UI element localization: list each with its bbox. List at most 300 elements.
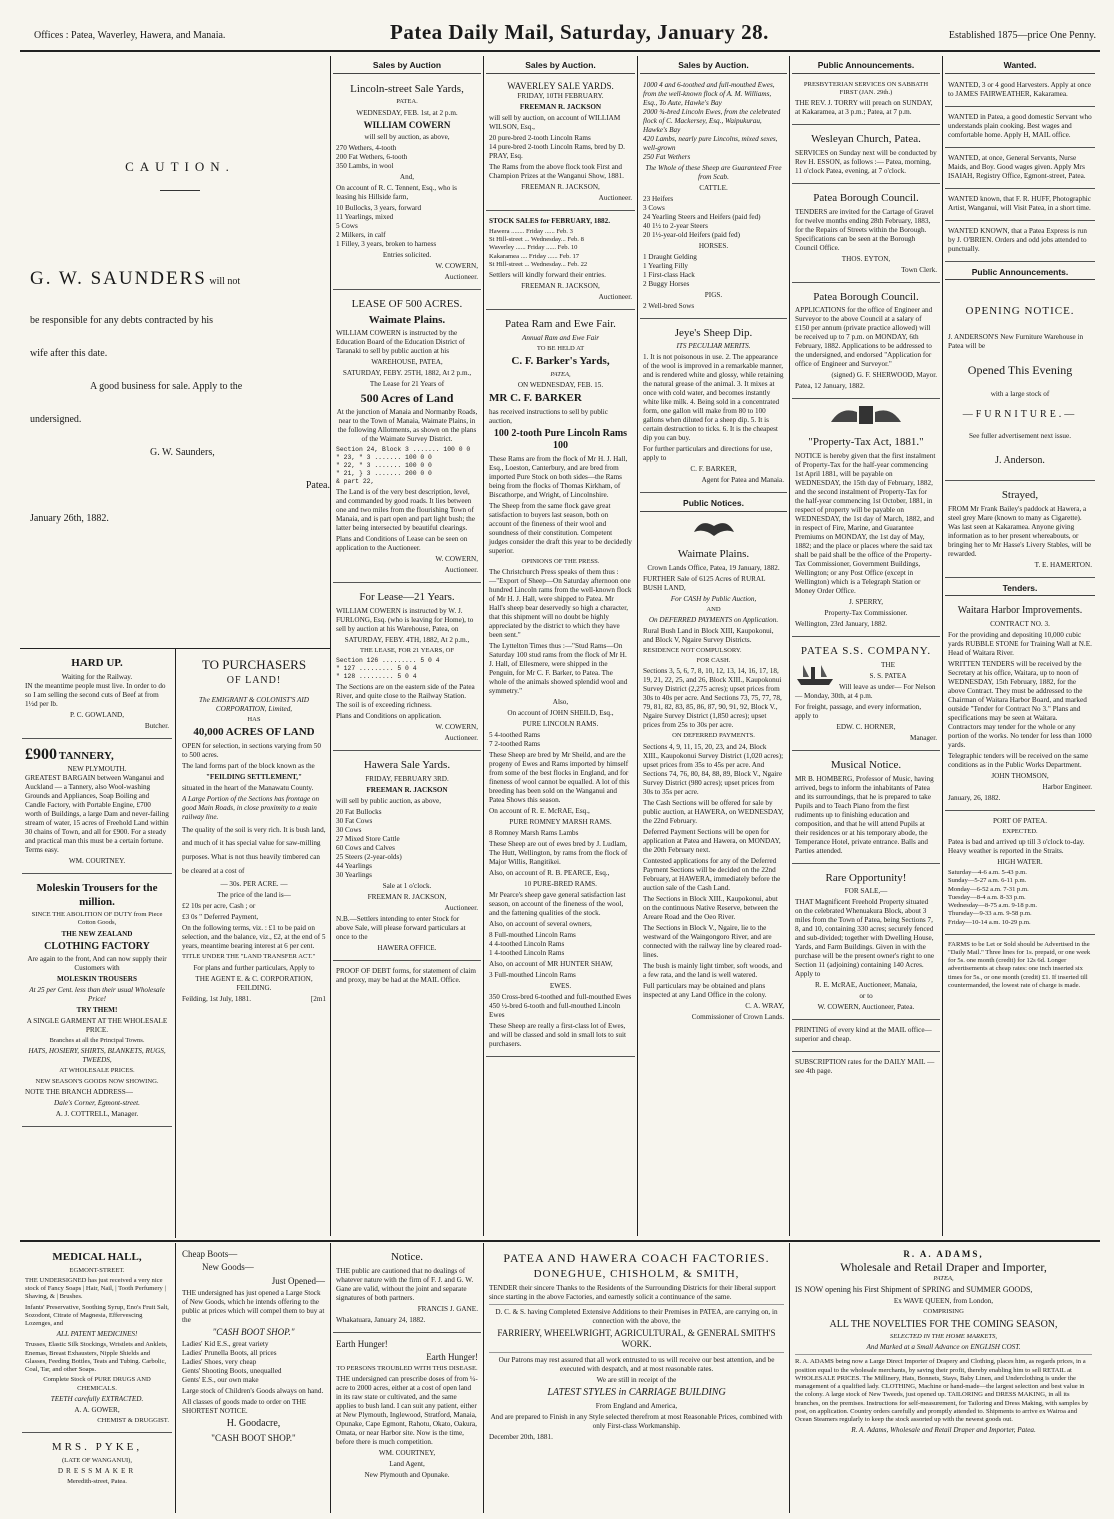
ad-text: These Sheep are out of ewes bred by J. Ludlam, The Hutt, Wellington, by rams from the flock of Major Willis, Rangitikei. bbox=[489, 840, 628, 866]
ad-text: These Sheep are really a first-class lot of Ewes, and will be classed and sold in small lots to suit purchasers. bbox=[489, 1022, 626, 1048]
medical-hall-column bbox=[22, 1246, 172, 1514]
ad-heading: Strayed, bbox=[1001, 489, 1039, 501]
ad-place: PATEA, bbox=[550, 370, 571, 378]
ad-heading: Patea Borough Council. bbox=[813, 191, 919, 204]
wanted-ad bbox=[945, 110, 1095, 148]
ad-text: The land forms part of the block known as the bbox=[182, 761, 315, 770]
ad-text: FARMS to be Let or Sold should be Advertised in the "Daily Mail." Three lines for 1s. prepaid, or one week for 5s. one month (credit) for 12s 6d. Longer advertisements at cheap rates: one inch inserted six times for 5s., or one month (credit) £1. If inserted till countermanded, the lowest rate of charge is made. bbox=[948, 940, 1091, 989]
ad-heading: Cheap Boots— bbox=[182, 1249, 238, 1259]
ad-signature: P. C. GOWLAND, bbox=[69, 710, 125, 719]
ad-signature: W. COWERN, bbox=[435, 555, 478, 564]
lease-500-ad bbox=[333, 293, 481, 584]
column-rule bbox=[789, 56, 790, 1236]
port-of-patea bbox=[945, 814, 1095, 935]
ad-text: From England and America, bbox=[595, 1401, 678, 1410]
ad-text: FOR SALE,— bbox=[844, 887, 888, 896]
ad-role: Land Agent, bbox=[389, 1460, 425, 1469]
ad-text: THE UNDERSIGNED has just received a very nice stock of Fancy Soaps | Hair, Nail, | Tooth Perfumery | Shaving, & | Brushes. bbox=[25, 1276, 166, 1301]
column-rule bbox=[789, 1243, 790, 1513]
ad-text: TO BE HELD AT bbox=[536, 344, 585, 352]
ad-text: The Land is of the very best description, level, and commanded by good roads. It lies between one and two miles from the flourishing Town of Manaia, and is part open and part light bush; the latter being intersected by beautiful clearings. bbox=[336, 488, 475, 533]
ad-text: TEETH carefully EXTRACTED. bbox=[50, 1394, 144, 1403]
gane-notice-ad bbox=[333, 1246, 481, 1333]
caution-line: wife after this date. bbox=[30, 347, 108, 359]
ad-place: PATEA. bbox=[396, 98, 418, 106]
ad-text: Are again to the front, And can now supply their Customers with bbox=[27, 955, 167, 973]
medical-hall-ad bbox=[22, 1246, 172, 1433]
column-header: Public Announcements. bbox=[945, 265, 1095, 281]
steamship-ad bbox=[792, 640, 940, 751]
ad-text: The price of the land is— bbox=[217, 891, 291, 900]
ad-text: We are still in receipt of the bbox=[596, 1376, 677, 1385]
ad-text: The quality of the soil is very rich. It is bush land, and much of it has special value for saw-milling purposes. What is not thus heavily timbered can be cleared at a cost of bbox=[182, 825, 326, 875]
ad-role: Property-Tax Commissioner. bbox=[824, 609, 908, 618]
ad-text: Infants' Preservative, Soothing Syrup, Eno's Fruit Salt, Sozodont, Citrate of Magnesia, Effervescing Lozenges, and bbox=[25, 1303, 169, 1328]
column-header: Sales by Auction bbox=[333, 58, 481, 74]
ad-big-offer: 100 2-tooth Pure Lincoln Rams 100 bbox=[493, 427, 628, 452]
ad-subheading: Waiting for the Railway. bbox=[61, 672, 133, 681]
wesleyan-ad bbox=[792, 128, 940, 184]
ad-subheading: HIGH WATER. bbox=[997, 858, 1043, 867]
caution-signature: G. W. Saunders, bbox=[150, 446, 215, 458]
ad-heading: PORT OF PATEA. bbox=[992, 816, 1048, 825]
ad-text: Also, on account of several owners, bbox=[489, 920, 592, 928]
ad-text: THE undersigned has just opened a Large Stock of New Goods, which he intends offering to the public at prices which will compel them to buy at the bbox=[182, 1288, 325, 1324]
ad-acres: 500 Acres of Land bbox=[360, 391, 454, 406]
ad-text: For the providing and depositing 10,000 cubic yards RUBBLE STONE for Training Wall at N.E. Head of Waitara River. bbox=[948, 630, 1092, 657]
ad-items: 8 Romney Marsh Rams Lambs bbox=[489, 829, 579, 837]
ad-heading: HARD UP. bbox=[71, 657, 123, 669]
ad-text: THE public are cautioned that no dealings of whatever nature with the firm of F. J. and G. W. Gane are valid, without the joint and separate signatures of both partners. bbox=[336, 1266, 474, 1302]
ad-heading: PATEA AND HAWERA COACH FACTORIES. bbox=[503, 1251, 770, 1265]
opening-notice-ad bbox=[945, 284, 1095, 481]
ad-sections: Section 126 ......... 5 0 4 " 127 ......... 5 0 4 " 128 ......... 5 0 4 bbox=[336, 657, 440, 681]
ad-text: WILLIAM COWERN is instructed by the Education Board of the Education District of Taranaki to sell by public auction at his bbox=[336, 329, 465, 356]
ad-text: NOTE THE BRANCH ADDRESS— bbox=[25, 1087, 133, 1096]
ad-date: Patea, 12 January, 1882. bbox=[795, 382, 865, 391]
ad-text: SUBSCRIPTION rates for the DAILY MAIL —see 4th page. bbox=[795, 1058, 935, 1076]
steamship-icon bbox=[795, 661, 835, 687]
ad-text: Also, on account of R. B. PEARCE, Esq., bbox=[489, 869, 610, 877]
ad-product: —FURNITURE.— bbox=[962, 409, 1078, 420]
masthead-rule bbox=[20, 50, 1100, 52]
ad-heading: Notice. bbox=[390, 1251, 424, 1263]
caution-heading: CAUTION. bbox=[125, 159, 235, 174]
ad-text: will sell by auction, as above, bbox=[364, 132, 450, 141]
ad-firm: DONEGHUE, CHISHOLM, & SMITH, bbox=[533, 1268, 740, 1280]
ad-date: WEDNESDAY, FEB. 1st, at 2 p.m. bbox=[356, 108, 458, 117]
ad-text: APPLICATIONS for the office of Engineer and Surveyor to the above Council at a salary of £150 per annum (private practice allowed) will be received up to 7 p.m. on MONDAY, 6th February, 1882. Applications to be addressed to the undersigned, and endorsed "Application for office of Engineer and Surveyor." bbox=[795, 306, 933, 369]
ad-signature: THOS. EYTON, bbox=[841, 254, 891, 263]
high-water-table: Saturday—4-6 a.m. 5-43 p.m. Sunday—5-27 a.m. 6-11 p.m. Monday—6-52 a.m. 7-31 p.m. Tuesday—8-4 a.m. 8-33 p.m. Wednesday—8-75 a.m. 9-18 p.m. Thursday—9-33 a.m. 9-58 p.m. Friday—10-14 a.m. 10-29 p.m. bbox=[948, 869, 1038, 926]
ad-text: TITLE UNDER THE "LAND TRANSFER ACT." bbox=[182, 953, 316, 961]
ad-signature: (signed) G. F. SHERWOOD, Mayor. bbox=[831, 371, 937, 380]
ad-text: OPEN for selection, in sections varying from 50 to 500 acres. bbox=[182, 741, 321, 759]
column-header: Sales by Auction. bbox=[640, 58, 787, 74]
crest-icon bbox=[689, 516, 739, 540]
ad-text: These Rams are from the flock of Mr H. J. Hall, Esq., Loeston, Canterbury, and are bred from imported Pure Stock on both sides—the Rams being from the flocks of Thomas Kirkham, of Biscathorpe, and Wright, of Lincolnshire. bbox=[489, 454, 628, 499]
column-header: Sales by Auction. bbox=[486, 58, 635, 74]
ad-signature: C. F. BARKER, bbox=[690, 465, 737, 474]
ad-heading: R. A. ADAMS, bbox=[903, 1249, 984, 1259]
ad-text: Rural Bush Land in Block XIII, Kaupokonui, and Block V, Ngaire Survey Districts. bbox=[643, 626, 774, 644]
column-rule bbox=[330, 56, 331, 1236]
ad-signature: FRANCIS J. GANE. bbox=[417, 1304, 478, 1313]
ad-text: For further particulars and directions for use, apply to bbox=[643, 445, 773, 463]
ad-date: FRIDAY, 10TH FEBRUARY. bbox=[517, 91, 604, 100]
ad-heading: LEASE OF 500 ACRES. bbox=[351, 297, 463, 310]
ad-text: WAREHOUSE, PATEA, bbox=[371, 358, 443, 367]
ad-subheading: HORSES. bbox=[698, 241, 729, 250]
ad-date: SATURDAY, FEBY. 4TH, 1882, At 2 p.m., bbox=[344, 636, 470, 645]
column-header: Tenders. bbox=[945, 581, 1095, 597]
ad-text: Deferred Payment Sections will be open for application at Patea and Hawera, on MONDAY, the 20th February next. bbox=[643, 827, 781, 854]
ad-text: OPINIONS OF THE PRESS. bbox=[521, 557, 600, 565]
ad-text: IS NOW opening his First Shipment of SPRING and SUMMER GOODS, bbox=[795, 1285, 1033, 1295]
caution-notice bbox=[30, 60, 330, 640]
ad-items: 23 Heifers 3 Cows 24 Yearling Steers and Heifers (paid fed) 40 1½ to 2-year Steers 20 1½-year-old Heifers (paid fed) bbox=[643, 194, 761, 239]
ad-address: Dale's Corner, Egmont-street. bbox=[54, 1098, 140, 1107]
ad-signature: C. A. WRAY, bbox=[745, 1001, 784, 1010]
ad-text: Trusses, Elastic Silk Stockings, Wristlets and Anklets, Enemas, Breast Exhausters, Nipple Shields and Glasses, Feeding Bottles, Teats and Tubing. Carbolic, Coal, Tar, and other Soaps. bbox=[25, 1341, 168, 1374]
ad-text: THE REV. J. TORRY will preach on SUNDAY, at Kakaramea, at 3 p.m.; Patea, at 7 p.m. bbox=[795, 99, 933, 117]
ad-heading: For Lease—21 Years. bbox=[359, 591, 455, 604]
boots-column bbox=[179, 1246, 328, 1514]
stock-list-ad bbox=[640, 78, 787, 319]
ad-text: A Large Portion of the Sections has frontage on good Main Roads, in close proximity to a main railway line. bbox=[182, 794, 320, 821]
ad-signature: FREEMAN R. JACKSON, bbox=[521, 182, 600, 191]
ad-date: Feilding, 1st July, 1881. bbox=[182, 994, 252, 1003]
ad-text: THE bbox=[881, 660, 895, 669]
ad-items: 270 Wethers, 4-tooth 200 Fat Wethers, 6-tooth 350 Lambs, in wool bbox=[336, 143, 408, 170]
ad-items: 1000 4 and 6-toothed and full-mouthed Ewes, from the well-known flock of A. M. Williams, Esq., To Aute, Hawke's Bay 2000 ¾-bred Lincoln Ewes, from the celebrated flock of C. Mackersey, Esq., Waipukurau, Hawke's Bay 420 Lambs, nearly pure Lincolns, mixed sexes, well-grown 250 Fat Wethers bbox=[643, 80, 781, 161]
ad-text: At the junction of Manaia and Normanby Roads, near to the Town of Manaia, Waimate Plains, in the following Allotments, as shown on the plans of the Waimate Survey District. bbox=[336, 408, 478, 444]
ad-items: 8 Full-mouthed Lincoln Rams 4 4-toothed Lincoln Rams 1 4-toothed Lincoln Rams bbox=[489, 931, 576, 957]
ad-date: Whakatuara, January 24, 1882. bbox=[336, 1315, 426, 1324]
earth-hunger-ad bbox=[333, 1336, 481, 1488]
ad-text: will sell by public auction, as above, bbox=[336, 797, 441, 806]
ad-text: These Sheep are bred by Mr Sheild, and are the progeny of Ewes and Rams imported by himself from some of the best flocks in England, and for fineness of wool cannot be equalled. A lot of this breeding has been sold on the Wanganui and Patea Shows this season. bbox=[489, 751, 630, 804]
column-rule bbox=[942, 56, 943, 1236]
ad-heading: MRS. PYKE, bbox=[51, 1441, 143, 1454]
ad-product: MOLESKIN TROUSERS bbox=[57, 975, 137, 984]
ad-text: (LATE OF WANGANUI), bbox=[61, 1456, 133, 1464]
ad-heading: Patea Ram and Ewe Fair. bbox=[505, 318, 616, 331]
ad-heading: Jeye's Sheep Dip. bbox=[674, 326, 753, 339]
ad-yards: C. F. Barker's Yards, bbox=[511, 355, 610, 368]
ad-text: And Marked at a Small Advance on ENGLISH COST. bbox=[866, 1343, 1021, 1352]
auction-column-3 bbox=[640, 58, 787, 1238]
ad-role: Agent for Patea and Manaia. bbox=[701, 476, 784, 485]
ad-heading: Moleskin Trousers for the million. bbox=[36, 881, 158, 908]
ad-text: ALL PATENT MEDICINES! bbox=[56, 1330, 138, 1339]
ad-auctioneer: FREEMAN R. JACKSON bbox=[366, 786, 448, 795]
ram-ewe-fair-ad bbox=[486, 313, 635, 1057]
ad-text: THE undersigned can prescribe doses of from ¼-acre to 2000 acres, either at a cost of open land in its raw state or cultivated, and the same applies to bush land. I can suit any patient, either at New Plymouth, Inglewood, Stratford, Manaia, Opunake, Cape Egmont, Rahotu, Okato, Oakura, Omata, or near Harbor site. Now is the time, before there is much competition. bbox=[336, 1375, 478, 1447]
wanted-ad bbox=[945, 192, 1095, 221]
ad-heading: Lincoln-street Sale Yards, bbox=[350, 82, 464, 95]
ad-text: Ex WAVE QUEEN, from London, bbox=[893, 1297, 994, 1306]
ad-text: Crown Lands Office, Patea, 19 January, 1882. bbox=[647, 563, 780, 572]
strayed-ad bbox=[945, 484, 1095, 578]
wanted-ad bbox=[945, 224, 1095, 262]
ad-items: 350 Cross-bred 6-toothed and full-mouthed Ewes 450 ½-bred 6-tooth and full-mouthed Lincoln Ewes bbox=[489, 993, 632, 1019]
ad-date: January, 26, 1882. bbox=[948, 793, 1001, 802]
ad-subheading: OF LAND! bbox=[226, 675, 282, 687]
ad-text: The Sections in Block V., Ngaire, lie to the westward of the Waingongoro River, and are connected with the railway line by cleared road-lines. bbox=[643, 923, 782, 959]
for-lease-ad bbox=[333, 586, 481, 751]
ad-text: SERVICES on Sunday next will be conducted by Rev H. ESSON, as follows :— Patea, morning, 11 o'clock Patea, evening, at 7 o'clock. bbox=[795, 148, 937, 175]
ad-acres: 40,000 ACRES OF LAND bbox=[193, 725, 315, 738]
ad-subheading: ITS PECULIAR MERITS. bbox=[676, 342, 751, 351]
dressmaker-ad bbox=[22, 1436, 172, 1493]
ad-text: The Sections in Block XIII., Kaupokonui, abut on the continuous Native Reserve, between the Areare Road and the Oeo River. bbox=[643, 894, 779, 921]
ad-heading: Patea Borough Council. bbox=[813, 290, 919, 303]
ad-signature: FREEMAN R. JACKSON, bbox=[521, 282, 600, 291]
ad-text: J. ANDERSON'S New Furniture Warehouse in Patea will be bbox=[948, 333, 1084, 350]
ad-text: Large stock of Children's Goods always on hand. bbox=[182, 1387, 324, 1395]
ad-text: has received instructions to sell by public auction, bbox=[489, 407, 608, 425]
ad-items: 5 4-toothed Rams 7 2-toothed Rams bbox=[489, 731, 541, 748]
ad-text: The Lyttelton Times thus :—"Stud Rams—On Saturday 100 stud rams from the flock of Mr H. J. Hall, of Ellesmere, were shipped in the Penguin, for Mr C. F. Barker, to Patea. The whole of the animals showed splendid wool and symmetry." bbox=[489, 642, 628, 695]
ad-signature: T. E. HAMERTON. bbox=[1034, 560, 1092, 569]
ad-text: A SINGLE GARMENT AT THE WHOLESALE PRICE. bbox=[26, 1017, 168, 1035]
ad-date: Wellington, 23rd January, 1882. bbox=[795, 620, 887, 629]
masthead-established: Established 1875—price One Penny. bbox=[948, 30, 1096, 41]
ad-text: FOR CASH. bbox=[696, 657, 731, 665]
waimate-plains-ad bbox=[640, 543, 787, 1029]
ad-text: For plans and further particulars, Apply to bbox=[193, 963, 315, 972]
ad-signature: W. COWERN, Auctioneer, Patea. bbox=[817, 1003, 915, 1012]
ad-text: PRINTING of every kind at the MAIL office—superior and cheap. bbox=[795, 1026, 932, 1044]
subscription-ad bbox=[792, 1055, 940, 1083]
ad-subheading: EGMONT-STREET. bbox=[69, 1266, 125, 1274]
ad-heading: Waitara Harbor Improvements. bbox=[957, 605, 1083, 617]
column-rule bbox=[637, 56, 638, 1236]
ad-role: Auctioneer. bbox=[444, 734, 478, 743]
ad-role: Auctioneer. bbox=[444, 566, 478, 575]
ad-text: WANTED, at once, General Servants, Nurse Maids, and Boy. Good wages given. Apply Mrs ISAIAH, Registry Office, Egmont-street, Patea. bbox=[948, 153, 1086, 180]
ad-signature: A. J. COTTRELL, Manager. bbox=[55, 1109, 139, 1118]
ad-text: ON DEFERRED PAYMENTS. bbox=[672, 732, 755, 740]
ad-text: PURE ROMNEY MARSH RAMS. bbox=[509, 818, 612, 826]
adams-draper-column bbox=[792, 1246, 1095, 1514]
ad-subheading: Annual Ram and Ewe Fair bbox=[521, 333, 600, 342]
ad-text: On DEFERRED PAYMENTS on Application. bbox=[648, 615, 779, 624]
wanted-column bbox=[945, 58, 1095, 1238]
cash-boot-shop-ad bbox=[179, 1246, 328, 1451]
ad-text: D. C. & S. having Completed Extensive Additions to their Premises in PATEA, are carrying on, in connection with the above, the bbox=[489, 1304, 784, 1326]
ad-text: Sale at 1 o'clock. bbox=[382, 882, 432, 891]
ad-text: THAT Magnificent Freehold Property situated on the celebrated Whenuakura Block, about 3 miles from the Town of Patea, being Sections 7, 8, and 10, containing 330 acres; securely fenced and sub-divided; together with Dwelling House, Yards, and Farm Buildings. Given in with the purchase will be the present owner's right to one Section 11 (adjoining) containing 140 Acres. Apply to bbox=[795, 898, 935, 979]
ad-text: At 25 per Cent. less than their usual Wholesale Price! bbox=[29, 986, 165, 1004]
ad-text: Plans and Conditions of Lease can be seen on application to the Auctioneer. bbox=[336, 535, 468, 553]
ad-items: 20 Fat Bullocks 30 Fat Cows 30 Cows 27 Mixed Store Cattle 60 Cows and Calves 25 Steers (2-year-olds) 44 Yearlings 30 Yearlings bbox=[336, 808, 402, 880]
masthead-offices: Offices : Patea, Waverley, Hawera, and Manaia. bbox=[34, 30, 226, 41]
ad-text: COMPRISING bbox=[923, 1308, 964, 1316]
caution-line: undersigned. bbox=[30, 413, 82, 425]
ad-text: On the following terms, viz. : £1 to be paid on selection, and the balance, viz., £2, at the end of 5 years, meantime bearing interest at 6 per cent. bbox=[182, 924, 326, 951]
ad-signature: J. SPERRY, bbox=[848, 598, 884, 607]
ad-text: Telegraphic tenders will be received on the same conditions as in the Public Works Department. bbox=[948, 751, 1089, 769]
tannery-ad bbox=[22, 742, 172, 874]
ad-subheading: Opened This Evening bbox=[967, 363, 1073, 377]
hard-up-ad bbox=[22, 652, 172, 739]
ad-text: Plans and Conditions on application. bbox=[336, 712, 442, 721]
column-rule bbox=[175, 1243, 176, 1513]
ad-heading: Musical Notice. bbox=[830, 758, 902, 771]
ad-role: Manager. bbox=[910, 733, 937, 742]
caution-name: G. W. SAUNDERS bbox=[30, 267, 207, 289]
ad-items: 20 pure-bred 2-tooth Lincoln Rams 14 pure-bred 2-tooth Lincoln Rams, bred by D. PRAY, Esq. bbox=[489, 133, 625, 160]
ad-callout: TRY THEM! bbox=[76, 1006, 118, 1015]
ad-role: CHEMIST & DRUGGIST. bbox=[97, 1416, 169, 1424]
ad-company: THE NEW ZEALAND bbox=[61, 929, 133, 938]
ad-price: — 30s. PER ACRE. — bbox=[220, 880, 288, 889]
ad-text: The Rams from the above flock took First and Champion Prizes at the Wanganui Show, 1881. bbox=[489, 162, 624, 180]
ad-text: The bush is mainly light timber, soft woods, and a few rata, and the land is well watered. bbox=[643, 961, 783, 979]
ad-schedule: Hawera ........ Friday ...... Feb. 3 St Hill-street ... Wednesday... Feb. 8 Waverley ...... Friday ...... Feb. 10 Kakaramea .... Friday ...... Feb. 17 St Hill-street ... Wednesday... Feb. 22 bbox=[489, 227, 588, 268]
ad-text: And are prepared to Finish in any Style selected therefrom at most Reasonable Prices, combined with only First-class Workmanship. bbox=[490, 1412, 783, 1430]
ad-text: FURTHER Sale of 6125 Acres of RURAL BUSH LAND, bbox=[643, 574, 766, 592]
ad-text: RESIDENCE NOT COMPULSORY. bbox=[643, 646, 742, 654]
ad-subheading: Waimate Plains. bbox=[368, 313, 446, 326]
ad-text: SINCE THE ABOLITION OF DUTY from Piece Cotton Goods, bbox=[31, 911, 163, 927]
ad-text: THE LEASE, FOR 21 YEARS, OF bbox=[359, 647, 455, 655]
ad-text: GREATEST BARGAIN between Wanganui and Auckland — a Tannery, also Wool-washing Grounds and Appliances, Soap Boiling and Candle Factory, with Portable Engine, £700 worth of Buildings, a large Dam and never-failing stream of water, 15 acres of Freehold Land within 30 chains of Town, and all for £900. For a steady and practical man this must be a certain fortune. Terms easy. bbox=[25, 773, 169, 854]
ad-vessel: S. S. PATEA bbox=[869, 671, 907, 680]
ad-text: HAS bbox=[247, 715, 261, 723]
ad-heading: Just Opened— bbox=[271, 1275, 325, 1286]
ad-signature: JOHN THOMSON, bbox=[991, 771, 1049, 780]
ad-text: Patea is bad and arrived up till 3 o'clock to-day. Heavy weather is reported in the Straits. bbox=[948, 838, 1085, 856]
ad-subheading: EXPECTED. bbox=[1002, 827, 1038, 835]
ad-text: IN the meantime people must live. In order to do so I am selling the second cuts of Beef at from 1½d per lb. bbox=[25, 681, 166, 708]
ad-date: FRIDAY, FEBRUARY 3RD. bbox=[365, 775, 449, 784]
ad-code: [2m1 bbox=[310, 994, 326, 1003]
ad-items: HATS, HOSIERY, SHIRTS, BLANKETS, RUGS, TWEEDS, bbox=[28, 1047, 166, 1065]
notices-column bbox=[333, 1246, 481, 1514]
ad-text: The Sections are on the eastern side of the Patea River, and quite close to the Railway Station. The soil is of exceeding richness. bbox=[336, 683, 475, 710]
ad-text: Contested applications for any of the Deferred Payment Sections will be decided on the 22nd February, at HAWERA, immediately before the auction sale of the Cash Land. bbox=[643, 856, 781, 892]
jeyes-dip-ad bbox=[640, 322, 787, 494]
borough-engineer-ad bbox=[792, 286, 940, 400]
ad-text: EWES. bbox=[549, 982, 572, 990]
ad-text: AND bbox=[706, 605, 721, 613]
proof-of-debt-ad bbox=[333, 964, 481, 992]
ad-shop: "CASH BOOT SHOP." bbox=[212, 1326, 295, 1337]
ad-text: The Sheep from the same flock gave great satisfaction to buyers last season, both on account of the fineness of their wool and soundness of their constitution. Competent judges consider the draft this year to be decidedly superior. bbox=[489, 501, 632, 555]
ad-items: 3 Full-mouthed Lincoln Rams bbox=[489, 971, 576, 979]
ad-signature: WM. COURTNEY, bbox=[378, 1449, 436, 1458]
ad-note: The Whole of these Sheep are Guaranteed Free from Scab. bbox=[645, 163, 782, 181]
ad-heading: "Property-Tax Act, 1881." bbox=[808, 436, 924, 449]
ad-text: situated in the heart of the Manawatu County. bbox=[182, 783, 314, 792]
ad-role: Commissioner of Crown Lands. bbox=[691, 1012, 784, 1021]
section-rule bbox=[20, 1240, 1100, 1242]
auction-column-1 bbox=[333, 58, 481, 1238]
wanted-ad bbox=[945, 151, 1095, 189]
ad-text: NOTICE is hereby given that the first instalment of Property-Tax for the half-year commencing 1st April 1881, will be payable on WEDNESDAY, the 15th day of February, 1882, and the second instalment of Property-Tax for the half-year commencing 1st October, 1881, in respect of property will be payable on WEDNESDAY, the 1st day of March, 1882, and in respect of Fire, Marine, and Guarantee Premiums on MONDAY, the 1st day of May, 1882; and the place or places where the said tax shall be paid shall be the office of the Property-Tax Commissioner, Government Buildings, Wellington; or any Post Office (except in Wellington) which is a Telegraph Station or Money Order Office. bbox=[795, 452, 936, 596]
ad-heading: TANNERY, bbox=[58, 749, 114, 762]
hawera-sale-ad bbox=[333, 754, 481, 961]
ad-text: Our Patrons may rest assured that all work entrusted to us will receive our best attention, and be executed with despatch, and at most reasonable rates. bbox=[489, 1352, 784, 1374]
ad-heading: New Goods— bbox=[202, 1262, 254, 1273]
ad-shop: "CASH BOOT SHOP." bbox=[211, 1432, 296, 1443]
ad-auctioneer: FREEMAN R. JACKSON bbox=[519, 102, 602, 111]
ad-signature: J. Anderson. bbox=[995, 454, 1045, 466]
column-header: Wanted. bbox=[945, 58, 1095, 74]
ad-text: WANTED known, that F. R. HUFF, Photographic Artist, Wanganui, will Visit Patea, in a short time. bbox=[948, 194, 1091, 212]
musical-notice-ad bbox=[792, 754, 940, 864]
ad-text: ALL THE NOVELTIES FOR THE COMING SEASON, bbox=[829, 1318, 1058, 1330]
ad-text: with a large stock of bbox=[990, 390, 1050, 398]
ad-text: Entries solicited. bbox=[382, 250, 432, 259]
column-rule bbox=[175, 648, 176, 1238]
ad-text: The Lease for 21 Years of bbox=[369, 380, 445, 389]
ad-signature: EDW. C. HORNER, bbox=[836, 722, 896, 731]
ad-heading: Hawera Sale Yards. bbox=[363, 759, 451, 772]
ad-auctioneer: WILLIAM COWERN bbox=[363, 119, 451, 130]
caution-date: January 26th, 1882. bbox=[30, 512, 109, 524]
ad-text: For freight, passage, and every information, apply to bbox=[795, 702, 922, 720]
ad-heading: Wesleyan Church, Patea. bbox=[811, 133, 921, 146]
ad-text: will sell by auction, on account of WILLIAM WILSON, Esq., bbox=[489, 113, 621, 131]
purchasers-column bbox=[179, 652, 329, 1237]
ad-text: SELECTED IN THE HOME MARKETS, bbox=[889, 1333, 998, 1341]
ad-date: SATURDAY, FEBY. 25TH, 1882, At 2 p.m., bbox=[342, 369, 472, 378]
ad-heading: PRESBYTERIAN SERVICES ON SABBATH FIRST (JAN. 29th.) bbox=[803, 80, 929, 96]
ad-heading: Rare Opportunity! bbox=[825, 871, 907, 884]
column-rule bbox=[330, 1243, 331, 1513]
ad-signature: R. A. Adams, Wholesale and Retail Draper and Importer, Patea. bbox=[851, 1426, 1036, 1435]
caution-place: Patea. bbox=[305, 479, 330, 491]
ad-heading: Waimate Plains. bbox=[677, 548, 750, 560]
caution-line: A good business for sale. Apply to the bbox=[90, 380, 243, 392]
ad-text: PROOF OF DEBT forms, for statement of claim and proxy, may be had at the MAIL Office. bbox=[336, 967, 477, 985]
ad-text: TENDERS are invited for the Cartage of Gravel for twelve months ending 28th February, 1883, for the Repairs of Streets within the Borough. Specifications can be seen at the Borough Council Office. bbox=[795, 207, 934, 252]
ad-signature: A. A. GOWER, bbox=[74, 1405, 120, 1414]
ad-text: R. A. ADAMS being now a Large Direct Importer of Drapery and Clothing, places him, as regards prices, in a position equal to the wholesale merchants, by saving their profit, thereby enabling him to sell RETAIL at WHOLESALE PRICES. The Millinery, Hats, Bonnets, Stays, Baby Linen, and Underclothing is under the management of a qualified lady. CLOTHING, Machine or hand-made—the largest selection and best value in the colony. A large stock of New Tweeds, just opened up. TAILORING and DRESS MAKING, in all its branches, on the premises. Instructions for self-measurement, for Tailoring and Dress Making, with samples by post, on application. Country orders carefully and promptly attended to. Shipments to arrive ex Wairoa and Ocean Steamers regularly to keep the stock assorted up with the newest goods out. bbox=[795, 1354, 1092, 1424]
ad-text: Sections 4, 9, 11, 15, 20, 23, and 24, Block XIII., Kaupokonui Survey District (1,020 acres); upset prices from 35s to 45s per acre. And Sections 74, 76, 80, 84, 88, 89, Block V., Ngaire Survey District (980 acres); upset prices from 30s to 35s per acre. bbox=[643, 742, 784, 796]
ad-text: Mr Pearce's sheep gave general satisfaction last season, on account of the fineness of the wool, and the fattening qualities of the stock. bbox=[489, 891, 626, 917]
ad-text: WANTED KNOWN, that a Patea Express is run by J. O'BRIEN. Orders and odd jobs attended to punctually. bbox=[948, 226, 1087, 253]
ad-text: For CASH by Public Auction, bbox=[670, 594, 757, 603]
coach-factories-column bbox=[486, 1246, 787, 1514]
ad-items: 1 Draught Gelding 1 Yearling Filly 1 First-class Hack 2 Buggy Horses bbox=[643, 252, 697, 288]
ad-text: The Christchurch Press speaks of them thus :—"Export of Sheep—On Saturday afternoon one hundred Lincoln rams from the well-known flock of Mr H. J. Hall, were shipped to Patea. Mr Hall's sheep bear deservedly so high a character, that this shipment will no doubt be highly appreciated by the district to which they have been sent." bbox=[489, 568, 632, 639]
ad-company: CLOTHING FACTORY bbox=[44, 940, 150, 952]
ad-text: WRITTEN TENDERS will be received by the Secretary at his office, Waitara, up to noon of WEDNESDAY, 15th February, 1882, for the above Contract. They must be addressed to the Chairman of Waitara Harbor Board, and marked outside "Tender for Contract No 3." Plans and specifications may be seen at Waitara. Contractors may tender for the whole or any portion of the works. No tender for less than 1000 yards. bbox=[948, 659, 1092, 749]
ad-heading: PATEA S.S. COMPANY. bbox=[800, 645, 932, 658]
farms-ad bbox=[945, 938, 1095, 997]
left-column bbox=[22, 652, 172, 1237]
waverley-sale-ad bbox=[486, 78, 635, 211]
ad-text: Sections 3, 5, 6, 7, 8, 10, 12, 13, 14, 16, 17, 18, 19, 21, 22, 25, and 26, Block XIII., Kaupokonui Survey District (2,275 acres); upset prices from 30s to 40s per acre. And Sections 73, 75, 77, 78, 79, 81, 82, 83, 85, 86, 87, 90, 91, 92, Block V., Ngaire Survey District (1,850 acres); upset prices from 25s to 30s per acre. bbox=[643, 667, 782, 730]
ad-heading: STOCK SALES for FEBRUARY, 1882. bbox=[489, 216, 611, 225]
ad-heading: MEDICAL HALL, bbox=[52, 1251, 142, 1263]
ad-text: 10 PURE-BRED RAMS. bbox=[524, 880, 597, 888]
ad-text: See fuller advertisement next issue. bbox=[969, 431, 1071, 440]
wanted-ad bbox=[945, 78, 1095, 107]
announcements-column bbox=[792, 58, 940, 1238]
ad-text: On account of R. C. Tennent, Esq., who is leasing his Hillside farm, bbox=[336, 183, 457, 201]
ad-text: TENDER their sincere Thanks to the Residents of the Surrounding Districts for their liberal support since starting in the above Factories, and earnestly solicit a continuance of the same. bbox=[489, 1283, 776, 1301]
ad-settlement: "FEILDING SETTLEMENT," bbox=[205, 772, 303, 781]
column-rule bbox=[483, 56, 484, 1236]
ad-role: Town Clerk. bbox=[901, 265, 937, 274]
ad-text: or to bbox=[859, 992, 873, 1001]
